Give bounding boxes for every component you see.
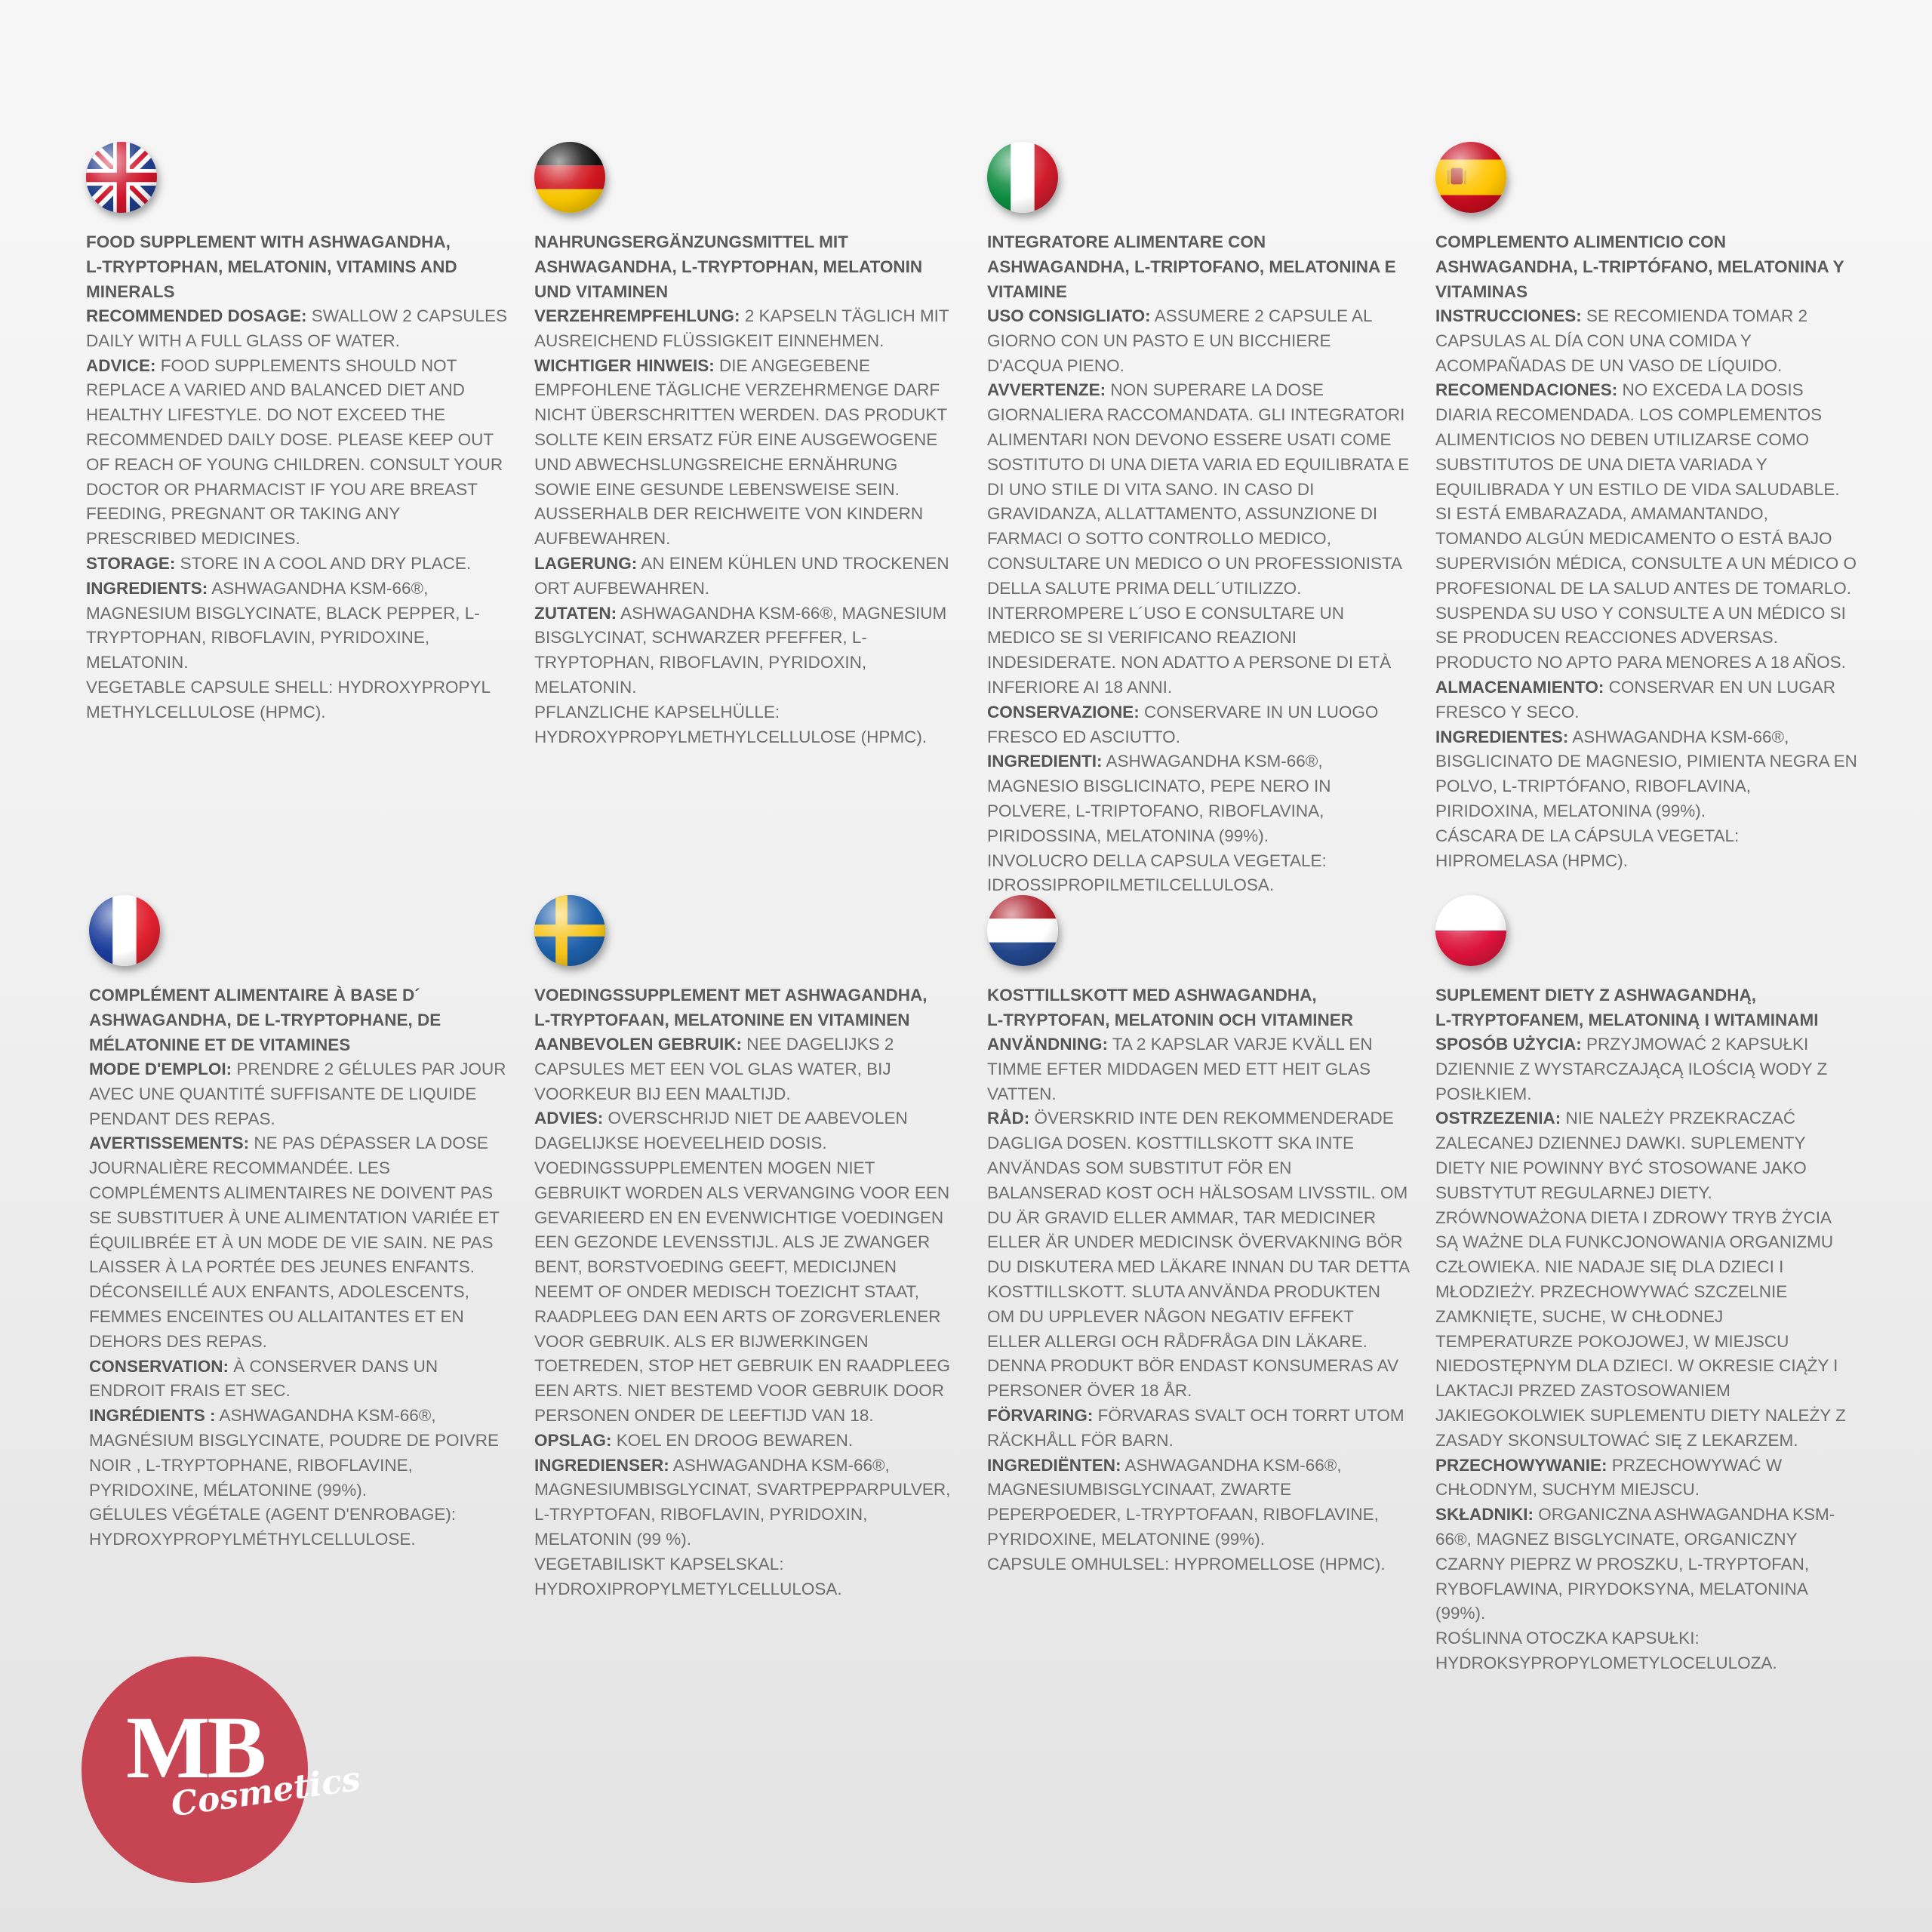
netherlands-flag-icon [987, 895, 1058, 966]
ingredients-label: INGREDIENSER: [534, 1455, 669, 1475]
storage-label: PRZECHOWYWANIE: [1435, 1455, 1607, 1475]
advice-label: RÅD: [987, 1109, 1030, 1128]
advice-label: ADVIES: [534, 1109, 604, 1128]
advice-text: NE PAS DÉPASSER LA DOSE JOURNALIÈRE RECOMMANDÉE. LES COMPLÉMENTS ALIMENTAIRES NE DOIVENT PAS SE SUBSTITUER À UNE ALIMENTATION VARIÉE ET ÉQUILIBRÉE ET À UN MODE DE VIE SAIN. NE PAS LAISSER À LA PORTÉE DES JEUNES ENFANTS. DÉCONSEILLÉ AUX ENFANTS, ADOLESCENTS, FEMMES ENCEINTES OU ALLAITANTES ET EN DEHORS DES REPAS. [89, 1134, 500, 1351]
dosage-label: VERZEHREMPFEHLUNG: [534, 306, 740, 325]
storage-text: CONSERVAR EN UN LUGAR FRESCO Y SECO. [1435, 677, 1836, 721]
section-body [89, 1057, 512, 1552]
ingredients-label: INGRÉDIENTS : [89, 1406, 216, 1426]
section-title: INTEGRATORE ALIMENTARE CON ASHWAGANDHA, L-TRIPTOFANO, MELATONINA E VITAMINE [987, 232, 1396, 301]
ingredients-label: ZUTATEN: [534, 603, 617, 623]
dosage-label: AANBEVOLEN GEBRUIK: [534, 1035, 743, 1054]
advice-text: FOOD SUPPLEMENTS SHOULD NOT REPLACE A VARIED AND BALANCED DIET AND HEALTHY LIFESTYLE. DO NOT EXCEED THE RECOMMENDED DAILY DOSE. PLEASE KEEP OUT OF REACH OF YOUNG CHILDREN. CONSULT YOUR DOCTOR OR PHARMACIST IF YOU ARE BREAST FEEDING, PREGNANT OR TAKING ANY PRESCRIBED MEDICINES. [86, 355, 503, 549]
ingredients-text: ORGANICZNA ASHWAGANDHA KSM-66®, MAGNEZ BISGLYCINATE, ORGANICZNY CZARNY PIEPRZ W PROSZKU, L-TRYPTOFAN, RYBOFLAWINA, PIRYDOKSYNA, MELATONINA (99%). [1435, 1505, 1835, 1623]
sweden-flag-icon [534, 895, 605, 966]
section-title: KOSTTILLSKOTT MED ASHWAGANDHA, L-TRYPTOFAN, MELATONIN OCH VITAMINER [987, 986, 1353, 1029]
storage-text: CONSERVARE IN UN LUOGO FRESCO ED ASCIUTTO. [987, 702, 1379, 746]
section-body [534, 304, 957, 749]
section-pl [1435, 895, 1858, 1676]
section-title: VOEDINGSSUPPLEMENT MET ASHWAGANDHA, L-TRYPTOFAAN, MELATONINE EN VITAMINEN [534, 986, 928, 1029]
dosage-label: INSTRUCCIONES: [1435, 306, 1582, 325]
capsule-text: INVOLUCRO DELLA CAPSULA VEGETALE: IDROSSIPROPILMETILCELLULOSA. [987, 851, 1327, 895]
storage-text: FÖRVARAS SVALT OCH TORRT UTOM RÄCKHÅLL FÖR BARN. [987, 1405, 1404, 1450]
storage-label: CONSERVAZIONE: [987, 702, 1140, 721]
dosage-text: PRZYJMOWAĆ 2 KAPSUŁKI DZIENNIE Z WYSTARCZAJĄCĄ ILOŚCIĄ WODY Z POSIŁKIEM. [1435, 1035, 1828, 1103]
mb-cosmetics-logo [82, 1657, 363, 1883]
storage-text: AN EINEM KÜHLEN UND TROCKENEN ORT AUFBEWAHREN. [534, 553, 949, 598]
section-fr [89, 895, 512, 1552]
section-es [1435, 142, 1858, 873]
advice-label: OSTRZEZENIA: [1435, 1109, 1561, 1128]
section-body [534, 1032, 957, 1601]
ingredients-text: ASHWAGANDHA KSM-66®, MAGNESIUM BISGLYCINAT, SCHWARZER PFEFFER, L-TRYPTOPHAN, RIBOFLAVIN, PYRIDOXIN, MELATONIN. [534, 603, 947, 697]
dosage-text: SE RECOMIENDA TOMAR 2 CAPSULAS AL DÍA CON UNA COMIDA Y ACOMPAÑADAS DE UN VASO DE LÍQUIDO. [1435, 306, 1808, 375]
ingredients-label: INGREDIENTES: [1435, 727, 1569, 746]
dosage-text: ASSUMERE 2 CAPSULE AL GIORNO CON UN PASTO E UN BICCHIERE D'ACQUA PIENO. [987, 306, 1372, 375]
spain-flag-icon [1435, 142, 1506, 213]
poland-flag-icon [1435, 895, 1506, 966]
capsule-text: ROŚLINNA OTOCZKA KAPSUŁKI: HYDROKSYPROPYLOMETYLOCELULOZA. [1435, 1629, 1777, 1672]
capsule-text: CÁSCARA DE LA CÁPSULA VEGETAL: HIPROMELASA (HPMC). [1435, 826, 1740, 870]
capsule-text: VEGETABLE CAPSULE SHELL: HYDROXYPROPYL METHYLCELLULOSE (HPMC). [86, 677, 491, 721]
ingredients-text: ASHWAGANDHA KSM-66®, BISGLICINATO DE MAGNESIO, PIMIENTA NEGRA EN POLVO, L-TRIPTÓFANO, RIBOFLAVINA, PIRIDOXINA, MELATONINA (99%). [1435, 727, 1857, 820]
dosage-text: PRENDRE 2 GÉLULES PAR JOUR AVEC UNE QUANTITÉ SUFFISANTE DE LIQUIDE PENDANT DES REPAS. [89, 1060, 506, 1128]
advice-text: OVERSCHRIJD NIET DE AABEVOLEN DAGELIJKSE HOEVEELHEID DOSIS. VOEDINGSSUPPLEMENTEN MOGEN NIET GEBRUIKT WORDEN ALS VERVANGING VOOR EEN GEVARIEERD EN EN EVENWICHTIGE VOEDINGEN EEN GEZONDE LEVENSSTIJL. ALS JE ZWANGER BENT, BORSTVOEDING GEEFT, MEDICIJNEN NEEMT OF ONDER MEDISCH TOEZICHT STAAT, RAADPLEEG DAN EEN ARTS OF ZORGVERLENER VOOR GEBRUIK. ALS ER BIJWERKINGEN TOETREDEN, STOP HET GEBRUIK EN RAADPLEEG EEN ARTS. NIET BESTEMD VOOR GEBRUIK DOOR PERSONEN ONDER DE LEEFTIJD VAN 18. [534, 1109, 950, 1425]
section-title: FOOD SUPPLEMENT WITH ASHWAGANDHA, L-TRYPTOPHAN, MELATONIN, VITAMINS AND MINERALS [86, 232, 457, 301]
advice-text: NIE NALEŻY PRZEKRACZAĆ ZALECANEJ DZIENNEJ DAWKI. SUPLEMENTY DIETY NIE POWINNY BYĆ STOSOWANE JAKO SUBSTYTUT REGULARNEJ DIETY. ZRÓWNOWAŻONA DIETA I ZDROWY TRYB ŻYCIA SĄ WAŻNE DLA FUNKCJONOWANIA ORGANIZMU CZŁOWIEKA. NIE NADAJE SIĘ DLA DZIECI I MŁODZIEŻY. PRZECHOWYWAĆ SZCZELNIE ZAMKNIĘTE, SUCHE, W CHŁODNEJ TEMPERATURZE POKOJOWEJ, W MIEJSCU NIEDOSTĘPNYM DLA DZIECI. W OKRESIE CIĄŻY I LAKTACJI PRZED ZASTOSOWANIEM JAKIEGOKOLWIEK SUPLEMENTU DIETY NALEŻY Z ZASADY SKONSULTOWAĆ SIĘ Z LEKARZEM. [1435, 1109, 1846, 1450]
section-sv [987, 895, 1410, 1577]
ingredients-label: INGREDIENTI: [987, 752, 1103, 771]
advice-label: ADVICE: [86, 355, 156, 375]
italy-flag-icon [987, 142, 1058, 213]
advice-text: ÖVERSKRID INTE DEN REKOMMENDERADE DAGLIGA DOSEN. KOSTTILLSKOTT SKA INTE ANVÄNDAS SOM SUBSTITUT FÖR EN BALANSERAD KOST OCH HÄLSOSAM LIVSSTIL. OM DU ÄR GRAVID ELLER AMMAR, TAR MEDICINER ELLER ÄR UNDER MEDICINSK ÖVERVAKNING BÖR DU DISKUTERA MED LÄKARE INNAN DU TAR DETTA KOSTTILLSKOTT. SLUTA ANVÄNDA PRODUKTEN OM DU UPPLEVER NÅGON NEGATIV EFFEKT ELLER ALLERGI OCH RÅDFRÅGA DIN LÄKARE. DENNA PRODUKT BÖR ENDAST KONSUMERAS AV PERSONER ÖVER 18 ÅR. [987, 1109, 1409, 1401]
dosage-text: SWALLOW 2 CAPSULES DAILY WITH A FULL GLASS OF WATER. [86, 306, 508, 350]
storage-label: STORAGE: [86, 553, 176, 573]
capsule-text: VEGETABILISKT KAPSELSKAL: HYDROXIPROPYLMETYLCELLULOSA. [534, 1554, 842, 1598]
capsule-text: CAPSULE OMHULSEL: HYPROMELLOSE (HPMC). [987, 1554, 1386, 1574]
france-flag-icon [89, 895, 160, 966]
capsule-text: PFLANZLICHE KAPSELHÜLLE: HYDROXYPROPYLMETHYLCELLULOSE (HPMC). [534, 702, 928, 746]
section-body [987, 1032, 1410, 1577]
section-body [987, 304, 1410, 898]
dosage-text: TA 2 KAPSLAR VARJE KVÄLL EN TIMME EFTER MIDDAGEN MED ETT HEIT GLAS VATTEN. [987, 1035, 1373, 1103]
dosage-label: SPOSÓB UŻYCIA: [1435, 1035, 1582, 1054]
ingredients-text: ASHWAGANDHA KSM-66®, MAGNÉSIUM BISGLYCINATE, POUDRE DE POIVRE NOIR , L-TRYPTOPHANE, RIBOFLAVINE, PYRIDOXINE, MÉLATONINE (99%). [89, 1406, 500, 1500]
dosage-label: RECOMMENDED DOSAGE: [86, 306, 307, 325]
storage-label: ALMACENAMIENTO: [1435, 677, 1604, 697]
storage-label: FÖRVARING: [987, 1405, 1094, 1425]
section-body [1435, 304, 1858, 873]
dosage-text: NEE DAGELIJKS 2 CAPSULES MET EEN VOL GLAS WATER, BIJ VOORKEUR BIJ EEN MAALTIJD. [534, 1035, 894, 1103]
storage-text: STORE IN A COOL AND DRY PLACE. [175, 553, 472, 573]
storage-text: À CONSERVER DANS UN ENDROIT FRAIS ET SEC. [89, 1356, 438, 1401]
ingredients-label: INGREDIËNTEN: [987, 1455, 1121, 1475]
dosage-label: MODE D'EMPLOI: [89, 1060, 232, 1078]
advice-label: AVVERTENZE: [987, 380, 1106, 400]
section-en [86, 142, 509, 725]
section-title: NAHRUNGSERGÄNZUNGSMITTEL MIT ASHWAGANDHA, L-TRYPTOPHAN, MELATONIN UND VITAMINEN [534, 232, 923, 301]
section-it [987, 142, 1410, 898]
capsule-text: GÉLULES VÉGÉTALE (AGENT D'ENROBAGE): HYDROXYPROPYLMÉTHYLCELLULOSE. [89, 1505, 457, 1549]
section-de [534, 142, 957, 749]
advice-text: NON SUPERARE LA DOSE GIORNALIERA RACCOMANDATA. GLI INTEGRATORI ALIMENTARI NON DEVONO ESSERE USATI COME SOSTITUTO DI UNA DIETA VARIA ED EQUILIBRATA E DI UNO STILE DI VITA SANO. IN CASO DI GRAVIDANZA, ALLATTAMENTO, ASSUNZIONE DI FARMACI O SOTTO CONTROLLO MEDICO, CONSULTARE UN MEDICO O UN PROFESSIONISTA DELLA SALUTE PRIMA DELL´UTILIZZO. INTERROMPERE L´USO E CONSULTARE UN MEDICO SE SI VERIFICANO REAZIONI INDESIDERATE. NON ADATTO A PERSONE DI ETÀ INFERIORE AI 18 ANNI. [987, 380, 1410, 697]
advice-text: DIE ANGEGEBENE EMPFOHLENE TÄGLICHE VERZEHRMENGE DARF NICHT ÜBERSCHRITTEN WERDEN. DAS PRODUKT SOLLTE KEIN ERSATZ FÜR EINE AUSGEWOGENE UND ABWECHSLUNGSREICHE ERNÄHRUNG SOWIE EINE GESUNDE LEBENSWEISE SEIN. AUSSERHALB DER REICHWEITE VON KINDERN AUFBEWAHREN. [534, 355, 947, 549]
storage-text: PRZECHOWYWAĆ W CHŁODNYM, SUCHYM MIEJSCU. [1435, 1455, 1783, 1500]
ingredients-label: INGREDIENTS: [86, 578, 208, 598]
section-body [1435, 1032, 1858, 1676]
advice-text: NO EXCEDA LA DOSIS DIARIA RECOMENDADA. LOS COMPLEMENTOS ALIMENTICIOS NO DEBEN UTILIZARSE COMO SUBSTITUTOS DE UNA DIETA VARIADA Y EQUILIBRADA Y UN ESTILO DE VIDA SALUDABLE. SI ESTÁ EMBARAZADA, AMAMANTANDO, TOMANDO ALGÚN MEDICAMENTO O ESTÁ BAJO SUPERVISIÓN MÉDICA, CONSULTE A UN MÉDICO O PROFESIONAL DE LA SALUD ANTES DE TOMARLO. SUSPENDA SU USO Y CONSULTE A UN MÉDICO SI SE PRODUCEN REACCIONES ADVERSAS. PRODUCTO NO APTO PARA MENORES A 18 AÑOS. [1435, 380, 1857, 672]
ingredients-text: ASHWAGANDHA KSM-66®, MAGNESIUMBISGLYCINAT, SVARTPEPPARPULVER, L-TRYPTOFAN, RIBOFLAVIN, PYRIDOXIN, MELATONIN (99 %). [534, 1455, 951, 1549]
dosage-text: 2 KAPSELN TÄGLICH MIT AUSREICHEND FLÜSSIGKEIT EINNEHMEN. [534, 306, 949, 350]
storage-text: KOEL EN DROOG BEWAREN. [611, 1430, 854, 1450]
section-title: COMPLÉMENT ALIMENTAIRE À BASE D´ ASHWAGANDHA, DE L-TRYPTOPHANE, DE MÉLATONINE ET DE VITAMINES [89, 986, 441, 1054]
ingredients-text: ASHWAGANDHA KSM-66®, MAGNESIUM BISGLYCINATE, BLACK PEPPER, L-TRYPTOPHAN, RIBOFLAVIN, PYRIDOXINE, MELATONIN. [86, 578, 480, 672]
dosage-label: USO CONSIGLIATO: [987, 306, 1151, 325]
advice-label: AVERTISSEMENTS: [89, 1134, 250, 1153]
logo-primary-text: MB [125, 1698, 264, 1797]
logo-secondary-text: Cosmetics [168, 1759, 363, 1825]
section-title: SUPLEMENT DIETY Z ASHWAGANDHĄ, L-TRYPTOFANEM, MELATONINĄ I WITAMINAMI [1435, 986, 1819, 1029]
section-title: COMPLEMENTO ALIMENTICIO CON ASHWAGANDHA, L-TRIPTÓFANO, MELATONINA Y VITAMINAS [1435, 232, 1844, 301]
section-body [86, 304, 509, 725]
advice-label: RECOMENDACIONES: [1435, 380, 1618, 400]
ingredients-text: ASHWAGANDHA KSM-66®, MAGNESIO BISGLICINATO, PEPE NERO IN POLVERE, L-TRIPTOFANO, RIBOFLAVINA, PIRIDOSSINA, MELATONINA (99%). [987, 752, 1331, 845]
storage-label: LAGERUNG: [534, 553, 638, 573]
dosage-label: ANVÄNDNING: [987, 1035, 1108, 1054]
advice-label: WICHTIGER HINWEIS: [534, 355, 715, 375]
ingredients-label: SKŁADNIKI: [1435, 1505, 1534, 1524]
germany-flag-icon [534, 142, 605, 213]
uk-flag-icon [86, 142, 157, 213]
section-nl [534, 895, 957, 1601]
storage-label: CONSERVATION: [89, 1356, 229, 1376]
storage-label: OPSLAG: [534, 1430, 612, 1450]
ingredients-text: ASHWAGANDHA KSM-66®, MAGNESIUMBISGLYCINAAT, ZWARTE PEPERPOEDER, L-TRYPTOFAAN, RIBOFLAVINE, PYRIDOXINE, MELATONINE (99%). [987, 1455, 1379, 1549]
